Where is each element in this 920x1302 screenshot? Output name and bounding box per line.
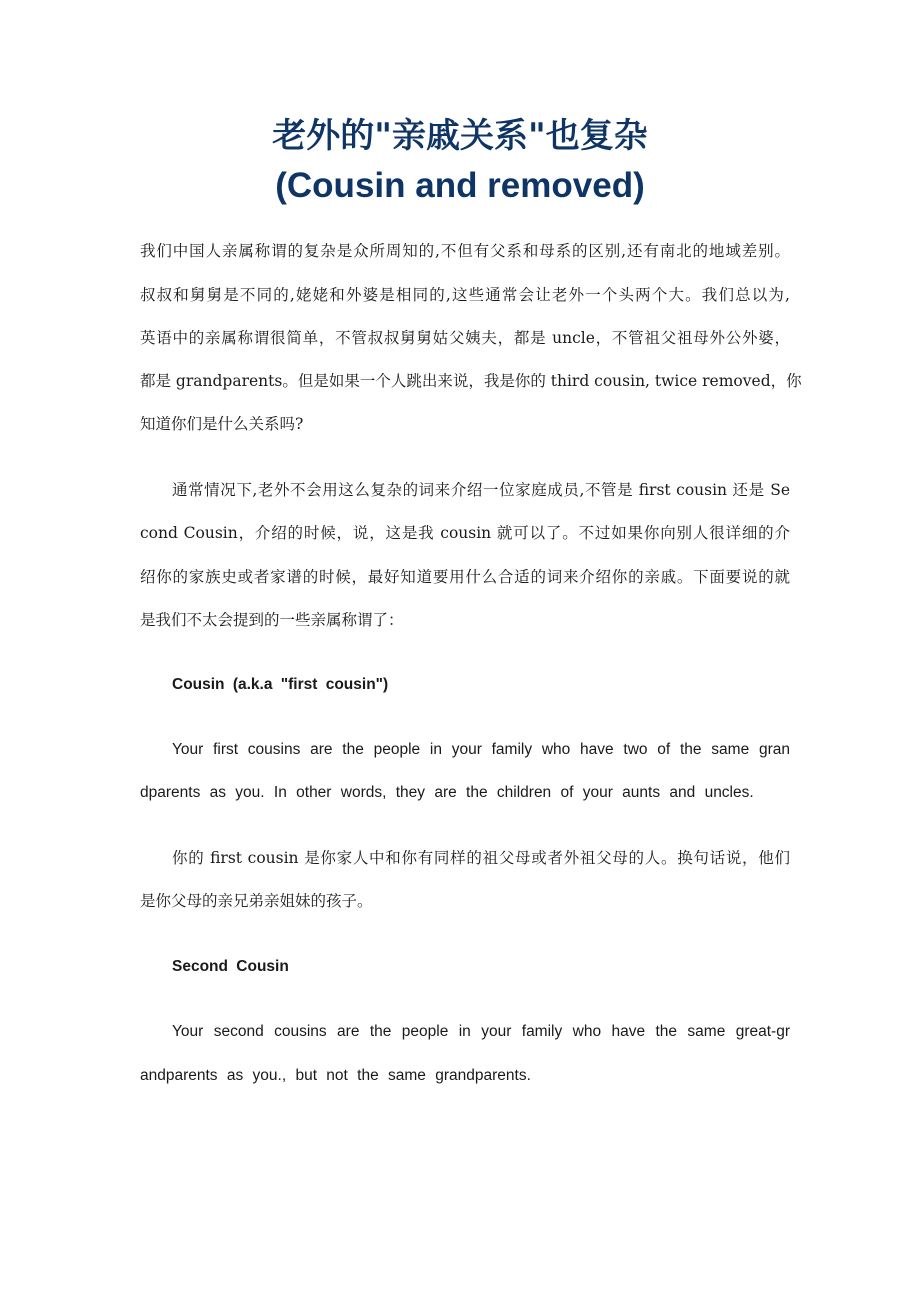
paragraph3-line2: dparents as you. In other words, they are the children of your aunts and uncles. bbox=[140, 784, 754, 801]
paragraph1-line4: 都是 grandparents。但是如果一个人跳出来说，我是你的 third cousin, twice removed，你 bbox=[140, 372, 802, 390]
paragraph1-line5: 知道你们是什么关系吗? bbox=[140, 415, 304, 433]
paragraph1-line3: 英语中的亲属称谓很简单，不管叔叔舅舅姑父姨夫，都是 uncle，不管祖父祖母外公外婆， bbox=[140, 329, 790, 347]
paragraph2-line2: cond Cousin，介绍的时候，说，这是我 cousin 就可以了。不过如果你向别人很详细的介 bbox=[140, 524, 790, 542]
section-heading-second-cousin: Second Cousin bbox=[172, 958, 289, 975]
section-heading-first-cousin: Cousin (a.k.a "first cousin") bbox=[172, 676, 389, 693]
paragraph2-line4: 是我们不太会提到的一些亲属称谓了： bbox=[140, 611, 404, 629]
paragraph1-line2: 叔叔和舅舅是不同的,姥姥和外婆是相同的,这些通常会让老外一个头两个大。我们总以为, bbox=[140, 286, 790, 304]
paragraph1-line1: 我们中国人亲属称谓的复杂是众所周知的,不但有父系和母系的区别,还有南北的地域差别。 bbox=[140, 242, 790, 260]
title-chinese: 老外的"亲戚关系"也复杂 bbox=[272, 116, 648, 156]
paragraph4-line2: 是你父母的亲兄弟亲姐妹的孩子。 bbox=[140, 892, 373, 910]
paragraph3-line1: Your first cousins are the people in your family who have two of the same gran bbox=[172, 741, 790, 758]
paragraph5-line2: andparents as you., but not the same grandparents. bbox=[140, 1067, 531, 1084]
paragraph2-line1: 通常情况下,老外不会用这么复杂的词来介绍一位家庭成员,不管是 first cousin 还是 Se bbox=[172, 481, 790, 499]
paragraph4-line1: 你的 first cousin 是你家人中和你有同样的祖父母或者外祖父母的人。换句话说，他们 bbox=[172, 849, 790, 867]
title-english: (Cousin and removed) bbox=[275, 166, 645, 205]
paragraph2-line3: 绍你的家族史或者家谱的时候，最好知道要用什么合适的词来介绍你的亲戚。下面要说的就 bbox=[140, 568, 790, 586]
paragraph5-line1: Your second cousins are the people in your family who have the same great-gr bbox=[172, 1023, 790, 1040]
